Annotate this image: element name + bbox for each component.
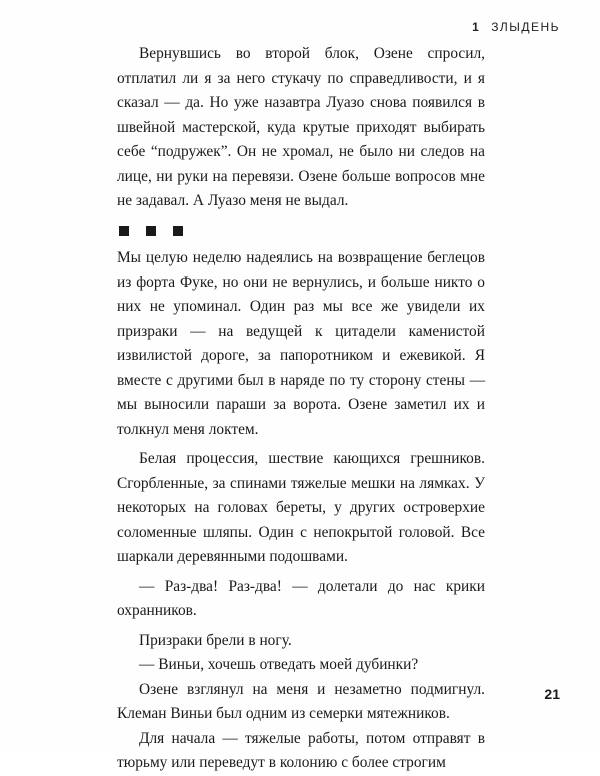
paragraph: Белая процессия, шествие кающихся грешников. Сгорбленные, за спинами тяжелые мешки на лямках. У некоторых на головах береты, у других островерхие соломенные шляпы. Один с непокрытой головой. Все шаркали деревянными подошвами. (117, 450, 485, 565)
paragraph: Призраки брели в ногу. (139, 631, 292, 649)
text-section-1 (117, 42, 485, 214)
text-section-2 (117, 246, 485, 776)
paragraph: — Раз-два! Раз-два! — долетали до нас крики охранников. (117, 577, 485, 619)
separator-square-icon (146, 226, 156, 236)
paragraph: — Виньи, хочешь отведать моей дубинки? (139, 656, 419, 673)
paragraph: Озене взглянул на меня и незаметно подмигнул. Клеман Виньи был одним из семерки мятежников. (117, 680, 485, 722)
paragraph: Вернувшись во второй блок, Озене спросил, отплатил ли я за него стукачу по справедливости, и я сказал — да. Но уже назавтра Луазо снова появился в швейной мастерской, куда крутые приходят выбирать себе “подружек”. Он не хромал, не было ни следов на лице, ни руки на перевязи. Озене больше вопросов мне не задавал. А Луазо меня не выдал. (117, 45, 485, 209)
section-break-ornament (119, 226, 183, 236)
page-number: 21 (544, 686, 560, 702)
running-header (472, 20, 560, 34)
paragraph: Мы целую неделю надеялись на возвращение беглецов из форта Фуке, но они не вернулись, и больше никто о них не упоминал. Один раз мы все же увидели их призраки — на ведущей к цитадели каменистой извилистой дороге, за папоротником и ежевикой. Я вместе с другими был в наряде по ту сторону стены — мы выносили параши за ворота. Озене заметил их и толкнул меня локтем. (117, 249, 485, 438)
separator-square-icon (119, 226, 129, 236)
chapter-number: 1 (472, 20, 481, 34)
chapter-title: ЗЛЫДЕНЬ (491, 20, 560, 34)
paragraph: Для начала — тяжелые работы, потом отправят в тюрьму или переведут в колонию с более строгим (117, 729, 485, 771)
separator-square-icon (173, 226, 183, 236)
